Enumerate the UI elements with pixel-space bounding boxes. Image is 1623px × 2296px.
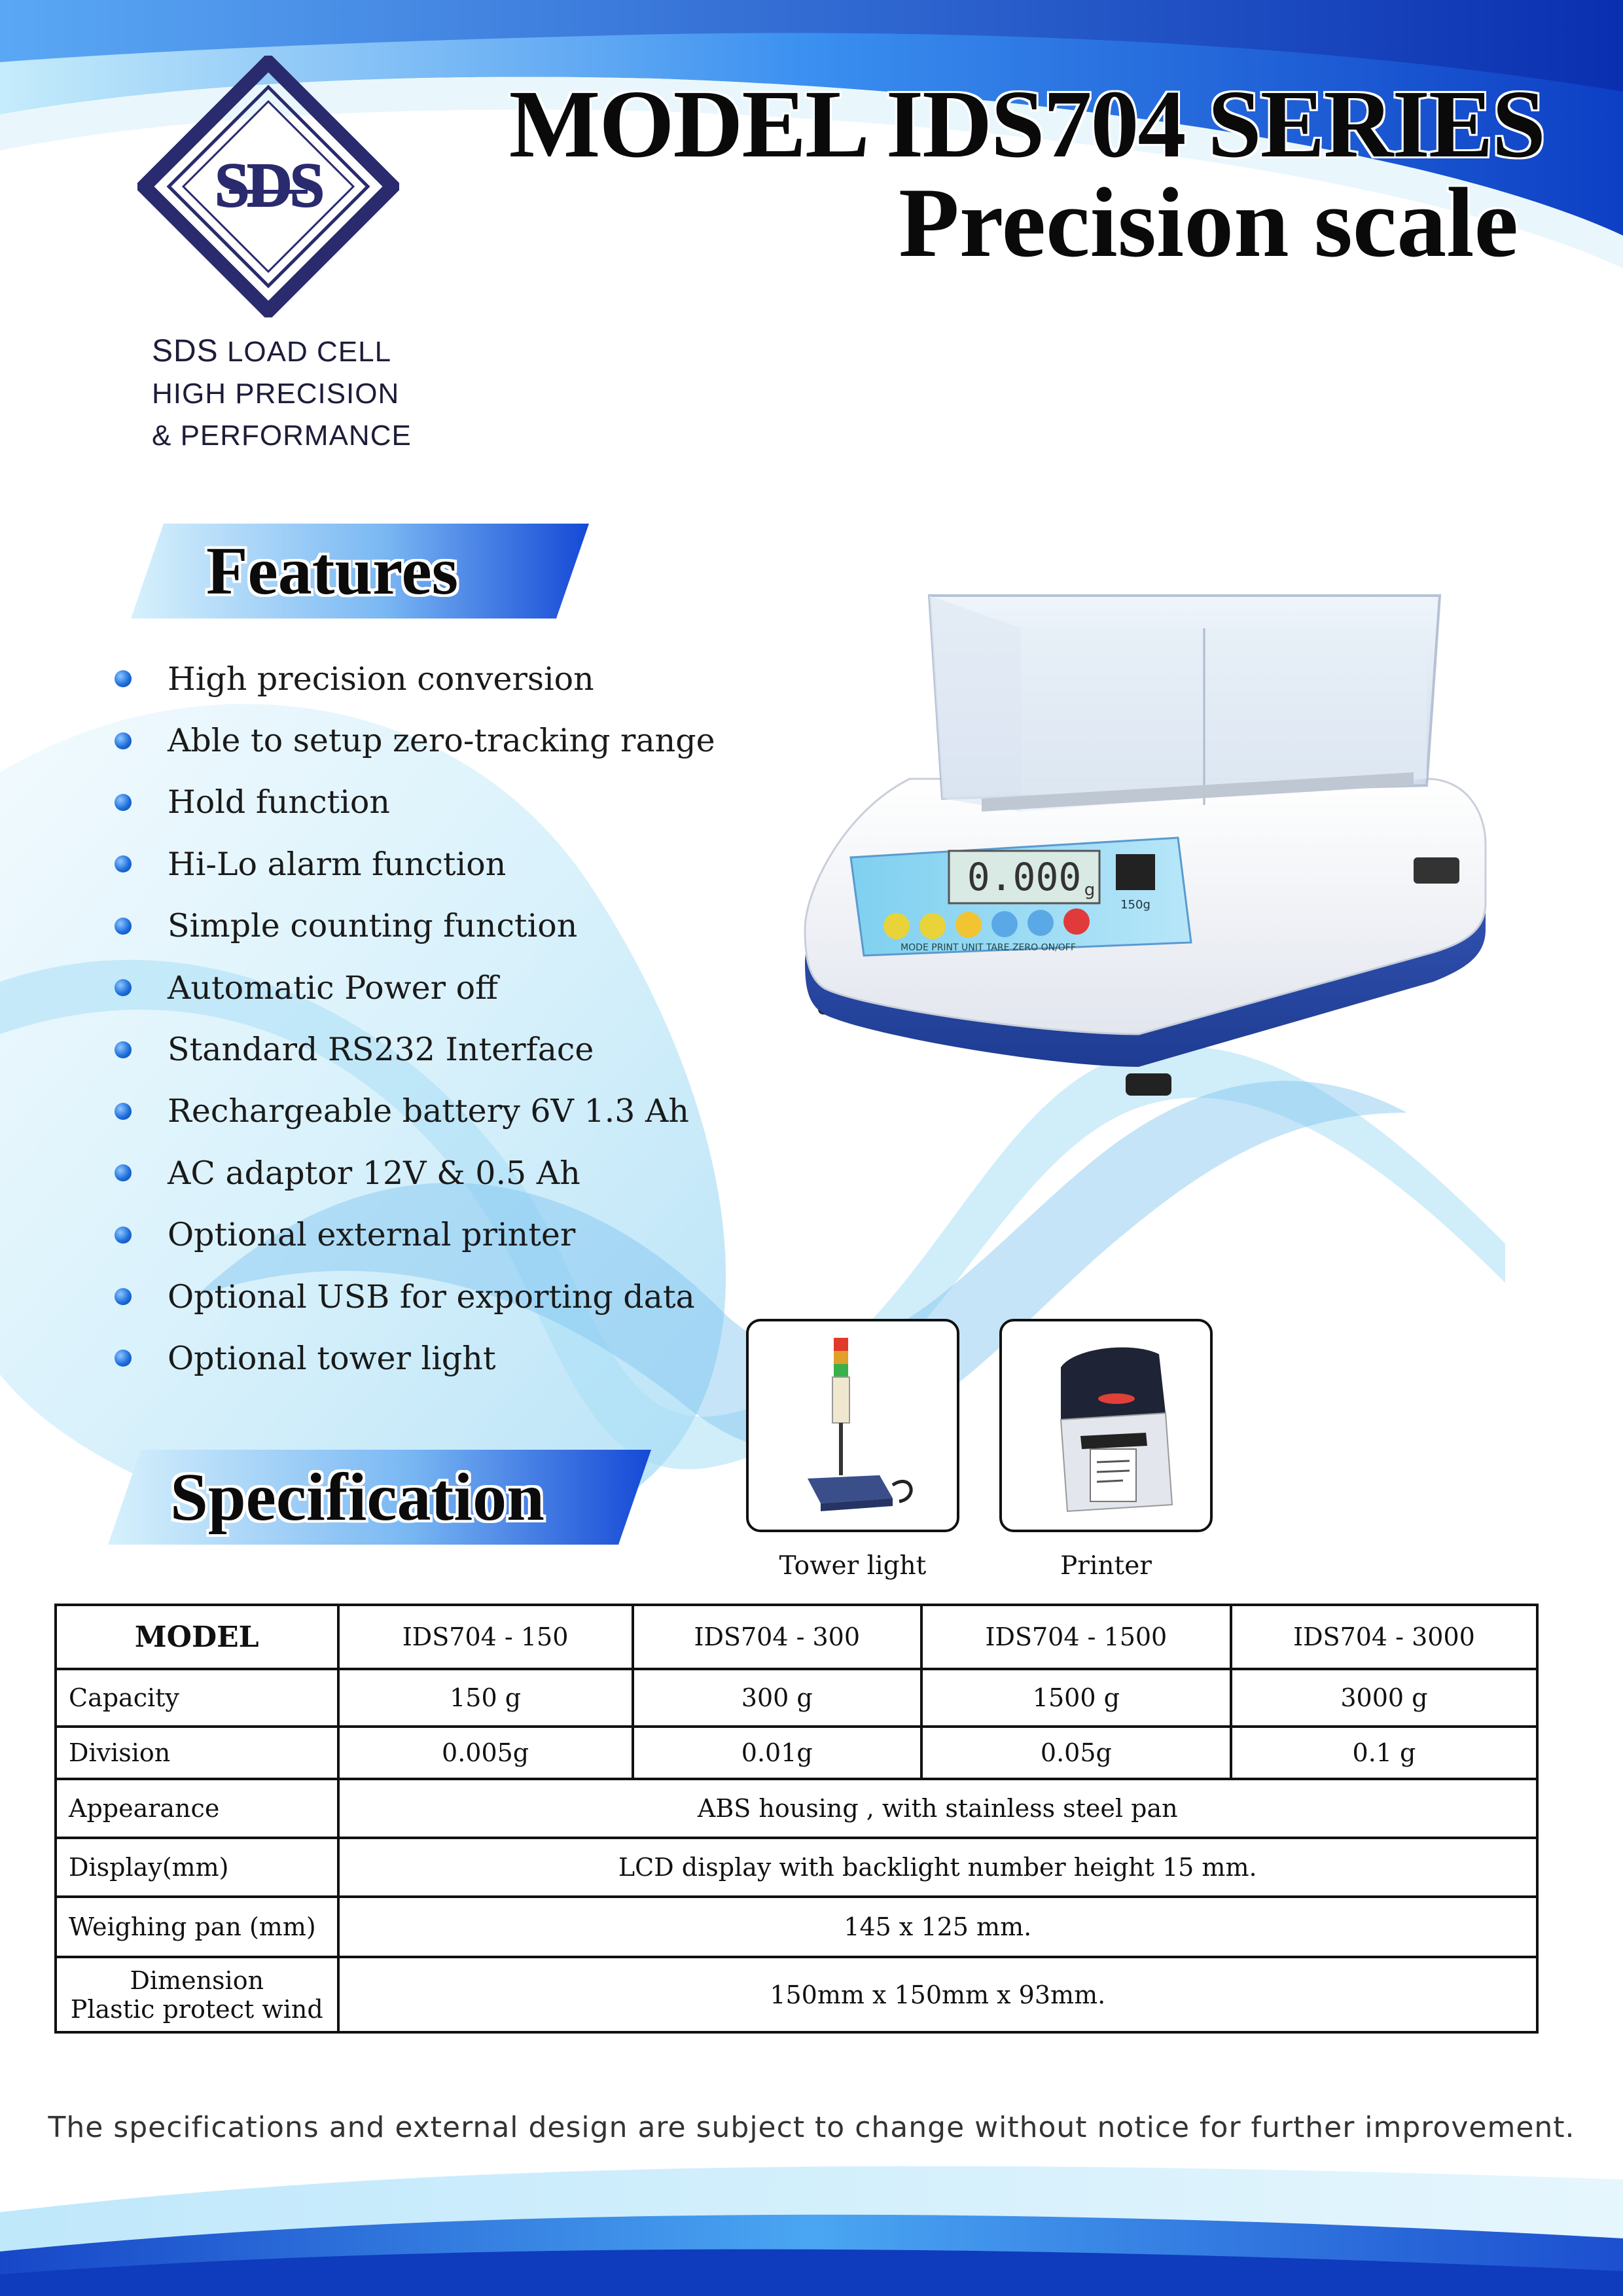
table-cell: 0.05g bbox=[921, 1727, 1231, 1779]
feature-text: Optional external printer bbox=[168, 1216, 576, 1254]
feature-text: Optional USB for exporting data bbox=[168, 1278, 695, 1316]
product-subtitle: Precision scale bbox=[899, 168, 1518, 278]
feature-item bbox=[115, 895, 834, 957]
row-label bbox=[56, 1957, 338, 2032]
row-label: Weighing pan (mm) bbox=[56, 1897, 338, 1957]
feature-text: Rechargeable battery 6V 1.3 Ah bbox=[168, 1092, 689, 1130]
feature-item bbox=[115, 1081, 834, 1142]
table-row-division bbox=[56, 1727, 1537, 1779]
table-cell: 300 g bbox=[633, 1669, 921, 1727]
feature-item bbox=[115, 1142, 834, 1204]
logo-caption bbox=[152, 331, 427, 457]
bullet-icon bbox=[115, 732, 132, 749]
model-column: IDS704 - 150 bbox=[338, 1605, 633, 1669]
table-row-display bbox=[56, 1838, 1537, 1897]
feature-text: Hold function bbox=[168, 783, 390, 821]
footer-disclaimer: The specifications and external design are subject to change without notice for further improvement. bbox=[48, 2111, 1575, 2144]
bullet-icon bbox=[115, 794, 132, 811]
feature-text: Able to setup zero-tracking range bbox=[168, 722, 715, 760]
feature-item bbox=[115, 1327, 834, 1389]
dimension-sublabel: Plastic protect wind bbox=[70, 1994, 323, 2024]
table-cell: 150 g bbox=[338, 1669, 633, 1727]
caption-load-cell: LOAD CELL bbox=[226, 336, 392, 368]
features-banner bbox=[131, 524, 589, 619]
feature-item bbox=[115, 709, 834, 771]
lcd-reading: 0.000 bbox=[967, 855, 1082, 899]
dimension-label: Dimension bbox=[130, 1965, 264, 1995]
table-cell: ABS housing , with stainless steel pan bbox=[338, 1779, 1537, 1838]
caption-high-precision: HIGH PRECISION bbox=[152, 378, 400, 410]
bullet-icon bbox=[115, 1350, 132, 1367]
table-header-row bbox=[56, 1605, 1537, 1669]
tower-light-label: Tower light bbox=[779, 1551, 927, 1581]
row-label: Display(mm) bbox=[56, 1838, 338, 1897]
bullet-icon bbox=[115, 979, 132, 996]
feature-item bbox=[115, 1204, 834, 1266]
model-header: MODEL bbox=[56, 1605, 338, 1669]
precision-scale-image bbox=[785, 563, 1505, 1113]
row-label: Appearance bbox=[56, 1779, 338, 1838]
caption-performance: & PERFORMANCE bbox=[152, 420, 412, 452]
row-label: Capacity bbox=[56, 1669, 338, 1727]
bullet-icon bbox=[115, 670, 132, 687]
feature-item bbox=[115, 957, 834, 1018]
specification-heading: Specification bbox=[170, 1460, 544, 1535]
bullet-icon bbox=[115, 1103, 132, 1120]
table-cell: 145 x 125 mm. bbox=[338, 1897, 1537, 1957]
table-row-capacity bbox=[56, 1669, 1537, 1727]
feature-item bbox=[115, 1018, 834, 1080]
table-cell: 0.1 g bbox=[1231, 1727, 1537, 1779]
table-cell: 3000 g bbox=[1231, 1669, 1537, 1727]
feature-text: Optional tower light bbox=[168, 1339, 496, 1377]
bullet-icon bbox=[115, 1164, 132, 1181]
printer-icon bbox=[1002, 1321, 1210, 1530]
table-row-weighing-pan bbox=[56, 1897, 1537, 1957]
features-heading: Features bbox=[206, 533, 459, 609]
tower-light-icon bbox=[749, 1321, 957, 1530]
bullet-icon bbox=[115, 1041, 132, 1058]
table-row-appearance bbox=[56, 1779, 1537, 1838]
table-row-dimension bbox=[56, 1957, 1537, 2032]
table-cell: 0.01g bbox=[633, 1727, 921, 1779]
row-label: Division bbox=[56, 1727, 338, 1779]
feature-item bbox=[115, 1266, 834, 1327]
feature-item bbox=[115, 648, 834, 709]
feature-text: Simple counting function bbox=[168, 907, 578, 945]
bullet-icon bbox=[115, 1288, 132, 1305]
model-column: IDS704 - 3000 bbox=[1231, 1605, 1537, 1669]
printer-label: Printer bbox=[1060, 1551, 1152, 1581]
table-cell: 150mm x 150mm x 93mm. bbox=[338, 1957, 1537, 2032]
model-column: IDS704 - 300 bbox=[633, 1605, 921, 1669]
model-column: IDS704 - 1500 bbox=[921, 1605, 1231, 1669]
features-list bbox=[115, 648, 834, 1390]
bullet-icon bbox=[115, 1227, 132, 1244]
feature-item bbox=[115, 833, 834, 895]
svg-text:SDS: SDS bbox=[214, 150, 323, 220]
table-cell: 1500 g bbox=[921, 1669, 1231, 1727]
feature-text: Automatic Power off bbox=[168, 969, 498, 1007]
model-title: MODEL IDS704 SERIES bbox=[508, 71, 1544, 178]
table-cell: LCD display with backlight number height 15 mm. bbox=[338, 1838, 1537, 1897]
sds-logo bbox=[137, 56, 399, 317]
printer-box bbox=[999, 1319, 1213, 1532]
lcd-unit: g bbox=[1084, 880, 1096, 900]
feature-item bbox=[115, 772, 834, 833]
feature-text: Hi-Lo alarm function bbox=[168, 845, 507, 883]
tower-light-box bbox=[746, 1319, 959, 1532]
bullet-icon bbox=[115, 918, 132, 935]
specification-table bbox=[54, 1604, 1539, 2034]
capacity-label: 150g bbox=[1120, 898, 1150, 912]
caption-brand: SDS bbox=[152, 334, 219, 368]
feature-text: AC adaptor 12V & 0.5 Ah bbox=[168, 1154, 580, 1192]
feature-text: Standard RS232 Interface bbox=[168, 1031, 594, 1069]
specification-banner bbox=[108, 1450, 651, 1545]
bullet-icon bbox=[115, 855, 132, 872]
panel-key-labels: MODE PRINT UNIT TARE ZERO ON/OFF bbox=[901, 942, 1076, 953]
feature-text: High precision conversion bbox=[168, 660, 594, 698]
table-cell: 0.005g bbox=[338, 1727, 633, 1779]
